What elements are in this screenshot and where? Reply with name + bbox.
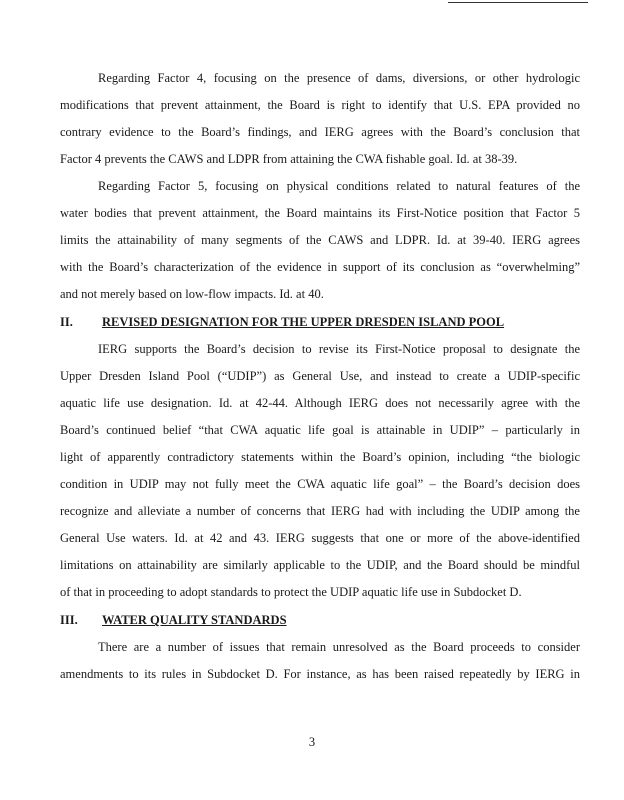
udip-line-8: General Use waters. Id. at 42 and 43. IERG suggests that one or more of the above-identified [60, 531, 580, 545]
page-number: 3 [308, 735, 316, 749]
factor4-line-1: Regarding Factor 4, focusing on the presence of dams, diversions, or other hydrologic [98, 71, 580, 85]
top-rule [448, 2, 588, 3]
udip-line-10: of that in proceeding to adopt standards to protect the UDIP aquatic life use in Subdocket D. [60, 585, 522, 599]
udip-line-4: Board’s continued belief “that CWA aquatic life goal is attainable in UDIP” – particularly in [60, 423, 580, 437]
udip-line-2: Upper Dresden Island Pool (“UDIP”) as General Use, and instead to create a UDIP-specific [60, 369, 580, 383]
udip-line-1: IERG supports the Board’s decision to revise its First-Notice proposal to designate the [98, 342, 580, 356]
wqs-line-2: amendments to its rules in Subdocket D. For instance, as has been raised repeatedly by IERG in [60, 667, 580, 681]
section-heading-iii [60, 612, 287, 628]
factor5-line-1: Regarding Factor 5, focusing on physical conditions related to natural features of the [98, 179, 580, 193]
section-heading-ii [60, 314, 504, 330]
udip-line-6: condition in UDIP may not fully meet the CWA aquatic life goal” – the Board’s decision does [60, 477, 580, 491]
section-number: III. [60, 613, 78, 627]
udip-line-3: aquatic life use designation. Id. at 42-44. Although IERG does not necessarily agree with the [60, 396, 580, 410]
factor5-line-3: limits the attainability of many segments of the CAWS and LDPR. Id. at 39-40. IERG agrees [60, 233, 580, 247]
udip-line-5: light of apparently contradictory statements within the Board’s opinion, including “the biologic [60, 450, 580, 464]
section-title: REVISED DESIGNATION FOR THE UPPER DRESDEN ISLAND POOL [102, 315, 505, 329]
udip-line-9: limitations on attainability are similarly applicable to the UDIP, and the Board should be mindful [60, 558, 580, 572]
section-number: II. [60, 315, 73, 329]
wqs-line-1: There are a number of issues that remain unresolved as the Board proceeds to consider [98, 640, 580, 654]
factor4-line-4: Factor 4 prevents the CAWS and LDPR from attaining the CWA fishable goal. Id. at 38-39. [60, 152, 518, 166]
factor5-line-5: and not merely based on low-flow impacts. Id. at 40. [60, 287, 324, 301]
factor5-line-4: with the Board’s characterization of the evidence in support of its conclusion as “overwhelming” [60, 260, 580, 274]
udip-line-7: recognize and alleviate a number of concerns that IERG had with including the UDIP among the [60, 504, 580, 518]
factor4-line-2: modifications that prevent attainment, the Board is right to identify that U.S. EPA provided no [60, 98, 580, 112]
section-title: WATER QUALITY STANDARDS [102, 613, 287, 627]
factor4-line-3: contrary evidence to the Board’s findings, and IERG agrees with the Board’s conclusion that [60, 125, 580, 139]
factor5-line-2: water bodies that prevent attainment, the Board maintains its First-Notice position that Factor 5 [60, 206, 580, 220]
